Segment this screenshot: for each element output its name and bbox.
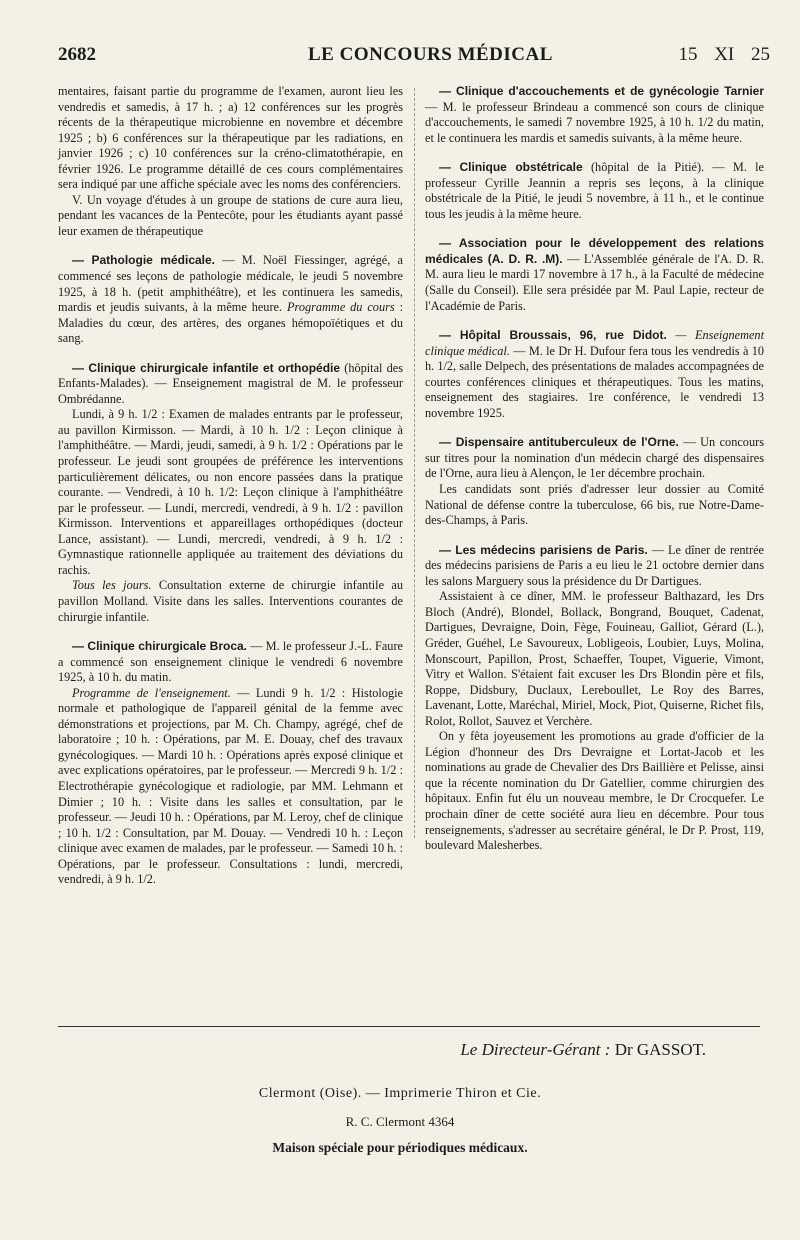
paragraph <box>58 361 403 408</box>
paragraph-tail: : Maladies du cœur, des artères, des organes hémopoïétiques et du sang. <box>58 300 403 346</box>
section-programme-cont <box>58 84 403 239</box>
paragraph-text: — M. Noël Fiessinger, agrégé, a commencé ses leçons de pathologie médicale, le jeudi 5 novembre 1925, à 18 h. (petit amphithéâtre), et les continuera les samedis, mardis et jeudis suivants, à la même heure. <box>58 253 404 315</box>
issue-date: 15 XI 25 <box>678 44 770 65</box>
section-broussais <box>425 328 764 421</box>
section-broca <box>58 639 403 888</box>
section-obstetricale <box>425 160 764 222</box>
paragraph-text: Assistaient à ce dîner, MM. le professeur Balthazard, les Drs Bloch (André), Blondel, Bollack, Bongrand, Bouquet, Cadenat, Dartigues, Devraigne, Doin, Fège, Fouineau, Galliot, Gérard (L.), Gréder, Guéhel, Le Savoureux, Lobligeois, Loubier, Luys, Molina, Monscourt, Papillon, Prost, Schaeffer, Toupet, Viguerie, Vimont, Vitry et Wallon. S'étaient fait excuser les Drs Blondin père et fils, Roppe, Didsbury, Duclaux, Lereboullet, Le Roy des Barres, Lavenant, Lotte, Maréchal, Miriel, Mock, Piot, Quiserne, Richet fils, Rolot, Rollot, Sauvez et Verchère. <box>425 589 764 728</box>
section-title: — Pathologie médicale. <box>72 253 216 268</box>
paragraph-text: (hôpital de la Pitié). — M. le professeur Cyrille Jeannin a repris ses leçons, à la clinique obstétricale de la Pitié, le jeudi 5 novembre, à 11 h., et le continue tous les jeudis à la même heure. <box>425 160 765 221</box>
paragraph <box>425 435 764 482</box>
paragraph-text: mentaires, faisant partie du programme de l'examen, auront lieu les vendredis et samedis, à 17 h. ; a) 12 conférences sur les progrès récents de la thérapeutique microbienne en novembre et décembre 1925 ; b) 6 conférences sur la thérapeutique par les radiations, en janvier 1926 ; c) 10 conférences sur la créno-climatothérapie, en février 1926. Le programme détaillé de ces cours complémentaires sera indiqué par une affiche spéciale avec les noms des conférenciers. <box>58 84 403 192</box>
paragraph <box>425 236 764 314</box>
gerant-label: Le Directeur-Gérant : <box>460 1040 611 1059</box>
directeur-gerant <box>460 1040 706 1060</box>
paragraph <box>425 729 764 853</box>
paragraph <box>58 193 403 240</box>
page-number: 2682 <box>58 44 96 65</box>
paragraph <box>58 84 403 193</box>
paragraph-text: V. Un voyage d'études à un groupe de stations de cure aura lieu, pendant les vacances de la Pentecôte, pour les étudiants ayant passé leur examen de thérapeutique <box>58 192 403 238</box>
section-title: — Clinique chirurgicale infantile et orthopédie <box>72 360 341 375</box>
section-title: — Association pour le développement des relations médicales (A. D. R. .M). <box>425 236 764 266</box>
paragraph <box>425 589 764 729</box>
right-column <box>425 84 764 854</box>
paragraph-text: Consultation externe de chirurgie infantile au pavillon Molland. Visite dans les salles. Interventions courantes de chirurgie infantile. <box>58 578 403 624</box>
paragraph-text: — Un concours sur titres pour la nomination d'un médecin chargé des dispensaires de l'Orne, aura lieu à Alençon, le 1er décembre prochain. <box>425 435 764 481</box>
section-title: — Hôpital Broussais, 96, rue Didot. <box>439 328 667 343</box>
section-title: — Clinique d'accouchements et de gynécologie Tarnier <box>439 84 764 98</box>
section-title: — Clinique chirurgicale Broca. <box>72 639 248 654</box>
paragraph-text: — Le dîner de rentrée des médecins parisiens de Paris a eu lieu le 21 octobre dernier dans les salons Marguery sous la présidence du Dr Dartigues. <box>425 542 764 588</box>
section-title: — Les médecins parisiens de Paris. <box>439 542 648 557</box>
column-divider <box>414 88 415 838</box>
paragraph <box>425 482 764 529</box>
section-title: — Clinique obstétricale <box>439 160 583 175</box>
section-pathologie <box>58 253 403 346</box>
page-header <box>58 44 770 72</box>
italic-lead: Programme de l'enseignement. <box>72 685 231 700</box>
paragraph <box>58 253 403 346</box>
section-tarnier <box>425 84 764 146</box>
paragraph-text: (hôpital des Enfants-Malades). — Enseignement magistral de M. le professeur Ombrédanne. <box>58 360 404 406</box>
section-chirurgicale-infantile <box>58 361 403 625</box>
imprint-line: Clermont (Oise). — Imprimerie Thiron et Cie. <box>258 1086 542 1101</box>
paragraph <box>58 407 403 578</box>
paragraph <box>425 84 764 146</box>
footer-rule <box>58 1026 760 1027</box>
paragraph <box>58 686 403 888</box>
paragraph <box>425 328 764 421</box>
journal-title: LE CONCOURS MÉDICAL <box>308 44 553 65</box>
section-adrm <box>425 236 764 314</box>
section-orne <box>425 435 764 528</box>
paragraph-text: — M. le professeur J.-L. Faure a commencé son enseignement clinique le vendredi 6 novembre 1925, à 10 h. du matin. <box>58 639 404 685</box>
paragraph <box>58 578 403 625</box>
paragraph <box>58 639 403 686</box>
section-parisiens <box>425 543 764 854</box>
maison-speciale: Maison spéciale pour périodiques médicaux. <box>272 1140 528 1155</box>
gerant-name: Dr GASSOT. <box>614 1040 706 1059</box>
italic-tail: Programme du cours <box>286 300 395 315</box>
paragraph <box>425 160 764 222</box>
italic-lead: — Enseignement clinique médical. <box>425 328 764 358</box>
paragraph-text: On y fêta joyeusement les promotions au grade d'officier de la Légion d'honneur des Drs Devraigne et Lortat-Jacob et les nominations au grade de Chevalier des Drs Baillière et Pelisse, ainsi que la récente nomination du Dr Gatellier, comme chirurgien des hôpitaux. Enfin fut élu un nouveau membre, le Dr Crocquefer. Le prochain dîner de cette société aura lieu en décembre. Pour tous renseignements, s'adresser au secrétaire général, le Dr P. Prost, 119, boulevard Malesherbes. <box>425 729 764 853</box>
section-title: — Dispensaire antituberculeux de l'Orne. <box>439 435 679 450</box>
paragraph-text: — Lundi 9 h. 1/2 : Histologie normale et pathologique de l'appareil génital de la femme avec démonstrations et projections, par M. Ch. Champy, agrégé, chef de laboratoire ; 10 h. : Opérations, par M. E. Douay, chef des travaux gynécologiques. — Mardi 10 h. : Opérations après exposé clinique et avec explications opératoires, par le professeur. — Mercredi 9 h. 1/2 : Electrothérapie gynécologique et radiologie, par MM. Lehmann et Dimier ; 10 h. : Visite dans les salles et consultation, par le professeur. — Jeudi 10 h. : Opérations, par M. Leroy, chef de clinique ; 10 h. 1/2 : Consultation, par M. Douay. — Vendredi 10 h. : Leçon clinique avec examen de malades, par le professeur. — Samedi 10 h. : Opérations, par le professeur. Consultations : lundi, mercredi, vendredi, à 9 h. 1/2. <box>58 685 403 887</box>
italic-lead: Tous les jours. <box>72 578 152 593</box>
left-column <box>58 84 403 888</box>
paragraph-text: — M. le Dr H. Dufour fera tous les vendredis à 10 h. 1/2, salle Delpech, des présentations de malades accompagnées de courtes conférences cliniques et thérapeutiques. Tous les matins, enseignement des stagiaires. 1re conférence, le vendredi 13 novembre 1925. <box>425 343 765 420</box>
paragraph-text: — M. le professeur Brindeau a commencé son cours de clinique d'accouchements, le samedi 7 novembre 1925, à 10 h. 1/2 du matin, et le continuera les mardis et samedis suivants, à la même heure. <box>425 99 764 145</box>
registre-commerce: R. C. Clermont 4364 <box>345 1114 455 1129</box>
paragraph-text: Les candidats sont priés d'adresser leur dossier au Comité National de défense contre la tuberculose, 66 bis, rue Notre-Dame-des-Champs, à Paris. <box>425 482 764 528</box>
paragraph-text: Lundi, à 9 h. 1/2 : Examen de malades entrants par le professeur, au pavillon Kirmisson. — Mardi, à 10 h. 1/2 : Leçon clinique à l'amphithéâtre. — Mardi, jeudi, samedi, à 9 h. 1/2 : Opérations par le professeur. Le jeudi sont groupées de préférence les interventions particulièrement délicates, ou non encore passées dans la pratique courante. — Vendredi, à 10 h. 1/2: Leçon clinique à l'amphithéâtre par le professeur. — Lundi, mercredi, vendredi, à 9 h. 1/2 : pavillon Kirmisson. Interventions et appareillages orthopédiques (docteur Lance, assistant). — Lundi, mercredi, vendredi, à 9 h. 1/2 : Gymnastique rationnelle appliquée au traitement des déviations du rachis. <box>58 407 403 577</box>
paragraph <box>425 543 764 590</box>
paragraph-text: — L'Assemblée générale de l'A. D. R. M. aura lieu le mardi 17 novembre à 17 h., à la Faculté de médecine (Salle du Conseil). Elle sera présidée par M. Paul Lapie, recteur de l'Académie de Paris. <box>425 251 765 313</box>
